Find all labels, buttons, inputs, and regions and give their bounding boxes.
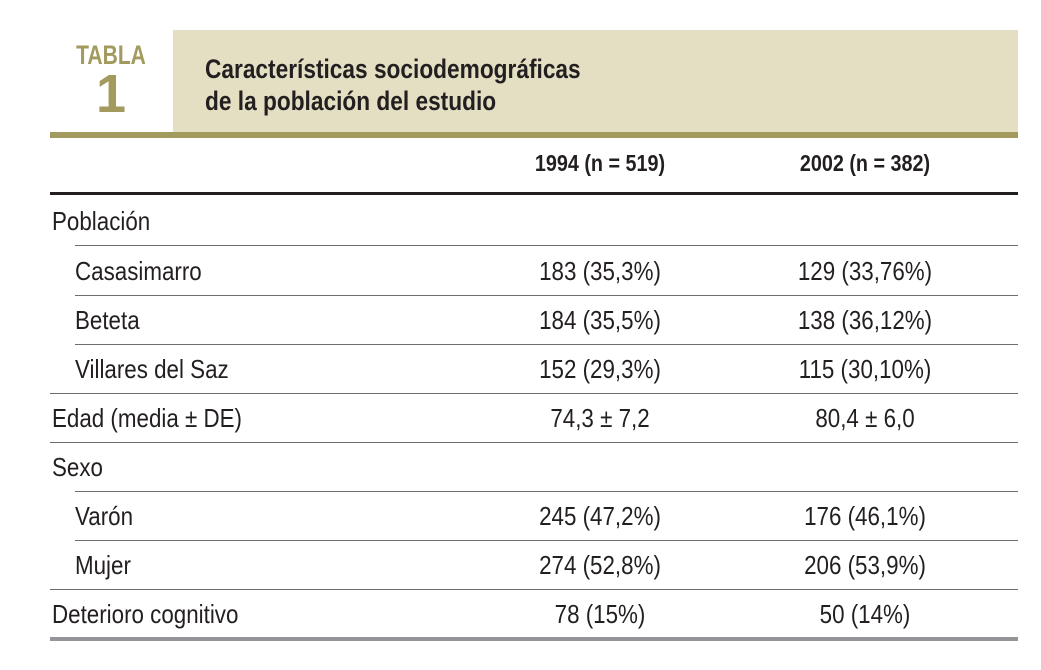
row-label: Varón (75, 501, 134, 531)
column-header-1994: 1994 (n = 519) (534, 150, 666, 176)
cell-2002: 206 (53,9%) (804, 550, 926, 580)
table-row (50, 295, 1018, 344)
cell-1994: 184 (35,5%) (539, 305, 661, 335)
table-row (50, 442, 1018, 491)
row-label: Beteta (75, 305, 140, 335)
table-title-line-2: de la población del estudio (205, 86, 497, 116)
table-row (50, 344, 1018, 393)
table-row (50, 589, 1018, 638)
table-label: TABLA (76, 40, 146, 70)
table-row (50, 393, 1018, 442)
column-header-2002: 2002 (n = 382) (799, 150, 931, 176)
cell-1994: 74,3 ± 7,2 (550, 403, 650, 433)
cell-2002: 129 (33,76%) (797, 256, 933, 286)
title-rule (50, 132, 1018, 138)
header-rule (50, 192, 1018, 195)
table-title (205, 53, 581, 117)
cell-1994: 245 (47,2%) (539, 501, 661, 531)
table-number: 1 (95, 64, 127, 124)
row-label: Villares del Saz (75, 354, 229, 384)
row-label: Casasimarro (75, 256, 202, 286)
cell-1994: 152 (29,3%) (539, 354, 661, 384)
table-row (50, 540, 1018, 589)
row-label: Mujer (75, 550, 131, 580)
table-title-line-1: Características sociodemográficas (205, 54, 581, 84)
cell-1994: 274 (52,8%) (539, 550, 661, 580)
bottom-rule (50, 637, 1018, 641)
row-label: Población (52, 206, 151, 236)
cell-2002: 115 (30,10%) (798, 354, 932, 384)
cell-2002: 176 (46,1%) (804, 501, 926, 531)
cell-1994: 183 (35,3%) (539, 256, 661, 286)
row-label: Edad (media ± DE) (52, 403, 242, 433)
cell-2002: 80,4 ± 6,0 (815, 403, 915, 433)
row-label: Deterioro cognitivo (52, 599, 239, 629)
cell-2002: 50 (14%) (819, 599, 911, 629)
table-row (50, 491, 1018, 540)
table-row (50, 246, 1018, 295)
cell-1994: 78 (15%) (554, 599, 646, 629)
row-label: Sexo (52, 452, 103, 482)
cell-2002: 138 (36,12%) (797, 305, 933, 335)
table-row (50, 196, 1018, 245)
